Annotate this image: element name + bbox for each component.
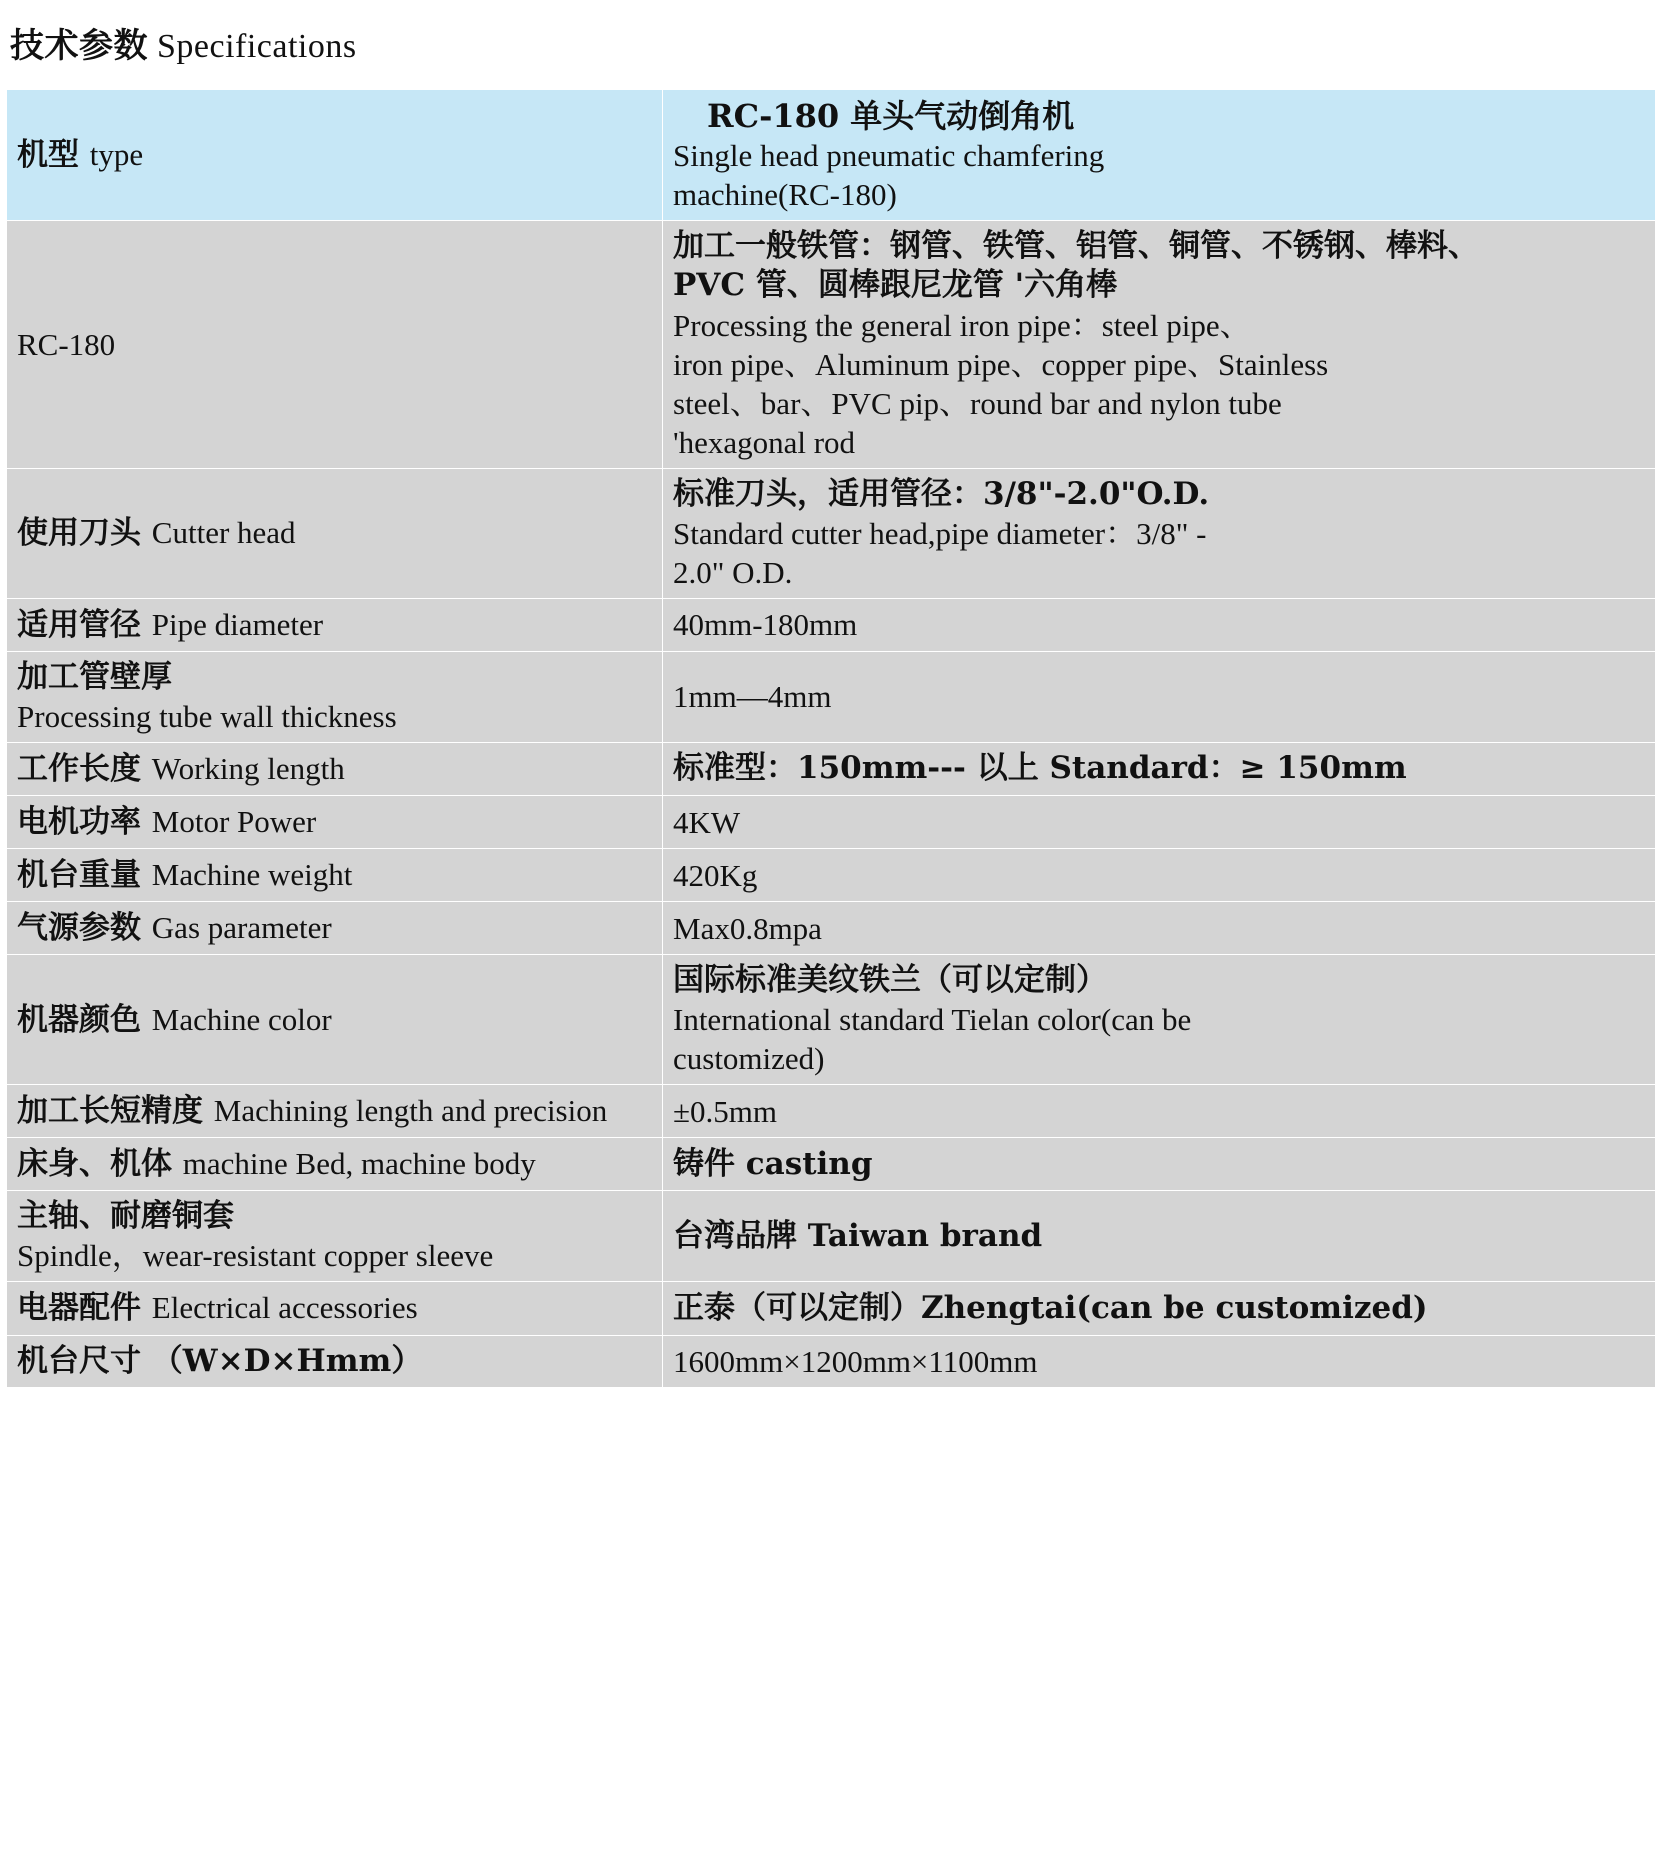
row-label-en: Working length (151, 750, 345, 786)
table-row (7, 651, 1656, 742)
row-value-line: 40mm-180mm (673, 607, 858, 643)
table-row (7, 1085, 1656, 1138)
row-label-en: Processing tube wall thickness (17, 698, 397, 734)
table-row (7, 1282, 1656, 1335)
table-row (7, 742, 1656, 795)
row-label (7, 1282, 663, 1335)
specifications-table-body (7, 90, 1656, 1388)
table-row (7, 1138, 1656, 1191)
row-label-en: Machining length and precision (213, 1093, 608, 1129)
row-value (663, 796, 1656, 849)
row-value-line: 铸件 casting (673, 1145, 873, 1182)
table-row (7, 955, 1656, 1085)
row-value-line: 正泰（可以定制）Zhengtai(can be customized) (673, 1289, 1428, 1326)
row-label-en: Gas parameter (151, 910, 332, 946)
row-value (663, 1191, 1656, 1282)
row-value-line: 标准刀头，适用管径：3/8"-2.0"O.D. (673, 475, 1210, 512)
row-value-line: 420Kg (673, 857, 758, 893)
row-label-cn: 使用刀头 (17, 515, 152, 552)
row-value-line: RC-180 单头气动倒角机 (707, 97, 1075, 135)
row-value-line: steel、bar、PVC pip、round bar and nylon tube (673, 385, 1282, 421)
row-value (663, 1138, 1656, 1191)
table-row (7, 849, 1656, 902)
row-value-line: Max0.8mpa (673, 910, 822, 946)
row-label (7, 796, 663, 849)
row-label-en: type (89, 137, 144, 173)
row-label (7, 849, 663, 902)
table-row (7, 1335, 1656, 1387)
row-label-cn: 电器配件 (17, 1290, 152, 1327)
table-row (7, 90, 1656, 221)
row-label-en: machine Bed, machine body (182, 1146, 536, 1182)
row-label (7, 90, 663, 221)
row-value (663, 742, 1656, 795)
row-label (7, 598, 663, 651)
page-title-en: Specifications (157, 28, 357, 65)
row-label-cn: 机台重量 (17, 857, 152, 894)
row-value-line: 标准型：150mm--- 以上 Standard：≥ 150mm (673, 750, 1407, 787)
row-label-cn: 电机功率 (17, 804, 152, 841)
row-label-cn: 工作长度 (17, 750, 152, 787)
row-label-en: Machine color (151, 1001, 332, 1037)
table-row (7, 902, 1656, 955)
row-value (663, 1085, 1656, 1138)
row-label-en: Motor Power (151, 804, 317, 840)
row-value-line: 2.0" O.D. (673, 554, 793, 590)
row-label (7, 651, 663, 742)
row-value-line: 'hexagonal rod (673, 424, 856, 460)
row-value (663, 468, 1656, 598)
row-value-line: ±0.5mm (673, 1093, 777, 1129)
row-label-en: Spindle，wear-resistant copper sleeve (17, 1238, 494, 1274)
row-label-cn: 主轴、耐磨铜套 (17, 1198, 234, 1235)
row-value (663, 902, 1656, 955)
row-value-line: customized) (673, 1041, 825, 1077)
row-label-en: RC-180 (17, 326, 116, 362)
row-label (7, 221, 663, 468)
row-value-line: International standard Tielan color(can be (673, 1002, 1192, 1038)
row-label (7, 1138, 663, 1191)
row-label (7, 955, 663, 1085)
row-label-en: Electrical accessories (151, 1290, 418, 1326)
row-label-cn: 机型 (17, 137, 90, 174)
row-value-line: 1mm—4mm (673, 679, 832, 715)
table-row (7, 598, 1656, 651)
table-row (7, 1191, 1656, 1282)
row-value (663, 1335, 1656, 1387)
table-row (7, 221, 1656, 468)
specifications-table (6, 89, 1656, 1388)
row-label-cn: 适用管径 (17, 606, 152, 643)
row-value (663, 1282, 1656, 1335)
table-row (7, 796, 1656, 849)
row-label-cn: 机台尺寸 （W×D×Hmm） (17, 1342, 423, 1379)
row-value (663, 221, 1656, 468)
row-value-line: 台湾品牌 Taiwan brand (673, 1217, 1043, 1254)
row-value-line: iron pipe、Aluminum pipe、copper pipe、Stainless (673, 346, 1329, 382)
row-label-en: Machine weight (151, 857, 353, 893)
row-value-line: 国际标准美纹铁兰（可以定制） (673, 962, 1107, 999)
row-label-en: Pipe diameter (151, 606, 324, 642)
row-label-cn: 加工长短精度 (17, 1093, 214, 1130)
row-label (7, 902, 663, 955)
row-value-line: 1600mm×1200mm×1100mm (673, 1343, 1038, 1379)
row-label (7, 1191, 663, 1282)
row-label (7, 1085, 663, 1138)
row-value-line: 加工一般铁管：钢管、铁管、铝管、铜管、不锈钢、棒料、 (673, 228, 1479, 265)
row-label-cn: 床身、机体 (17, 1146, 183, 1183)
table-row (7, 468, 1656, 598)
row-value (663, 651, 1656, 742)
row-value-line: 4KW (673, 804, 741, 840)
row-value-line: Single head pneumatic chamfering (673, 138, 1105, 174)
row-value (663, 849, 1656, 902)
row-value-line: Processing the general iron pipe：steel pipe、 (673, 307, 1251, 343)
row-label (7, 742, 663, 795)
row-value-line: PVC 管、圆棒跟尼龙管 '六角棒 (673, 267, 1118, 304)
row-label-cn: 机器颜色 (17, 1001, 152, 1038)
row-label-cn: 气源参数 (17, 910, 152, 947)
row-value (663, 90, 1656, 221)
page-title (10, 18, 1660, 67)
row-value-line: machine(RC-180) (673, 177, 897, 213)
row-label (7, 1335, 663, 1387)
row-value (663, 598, 1656, 651)
row-label (7, 468, 663, 598)
row-label-en: Cutter head (151, 515, 296, 551)
row-value (663, 955, 1656, 1085)
row-value-line: Standard cutter head,pipe diameter：3/8" - (673, 515, 1207, 551)
row-label-cn: 加工管壁厚 (17, 658, 172, 695)
page-title-cn: 技术参数 (10, 26, 148, 66)
